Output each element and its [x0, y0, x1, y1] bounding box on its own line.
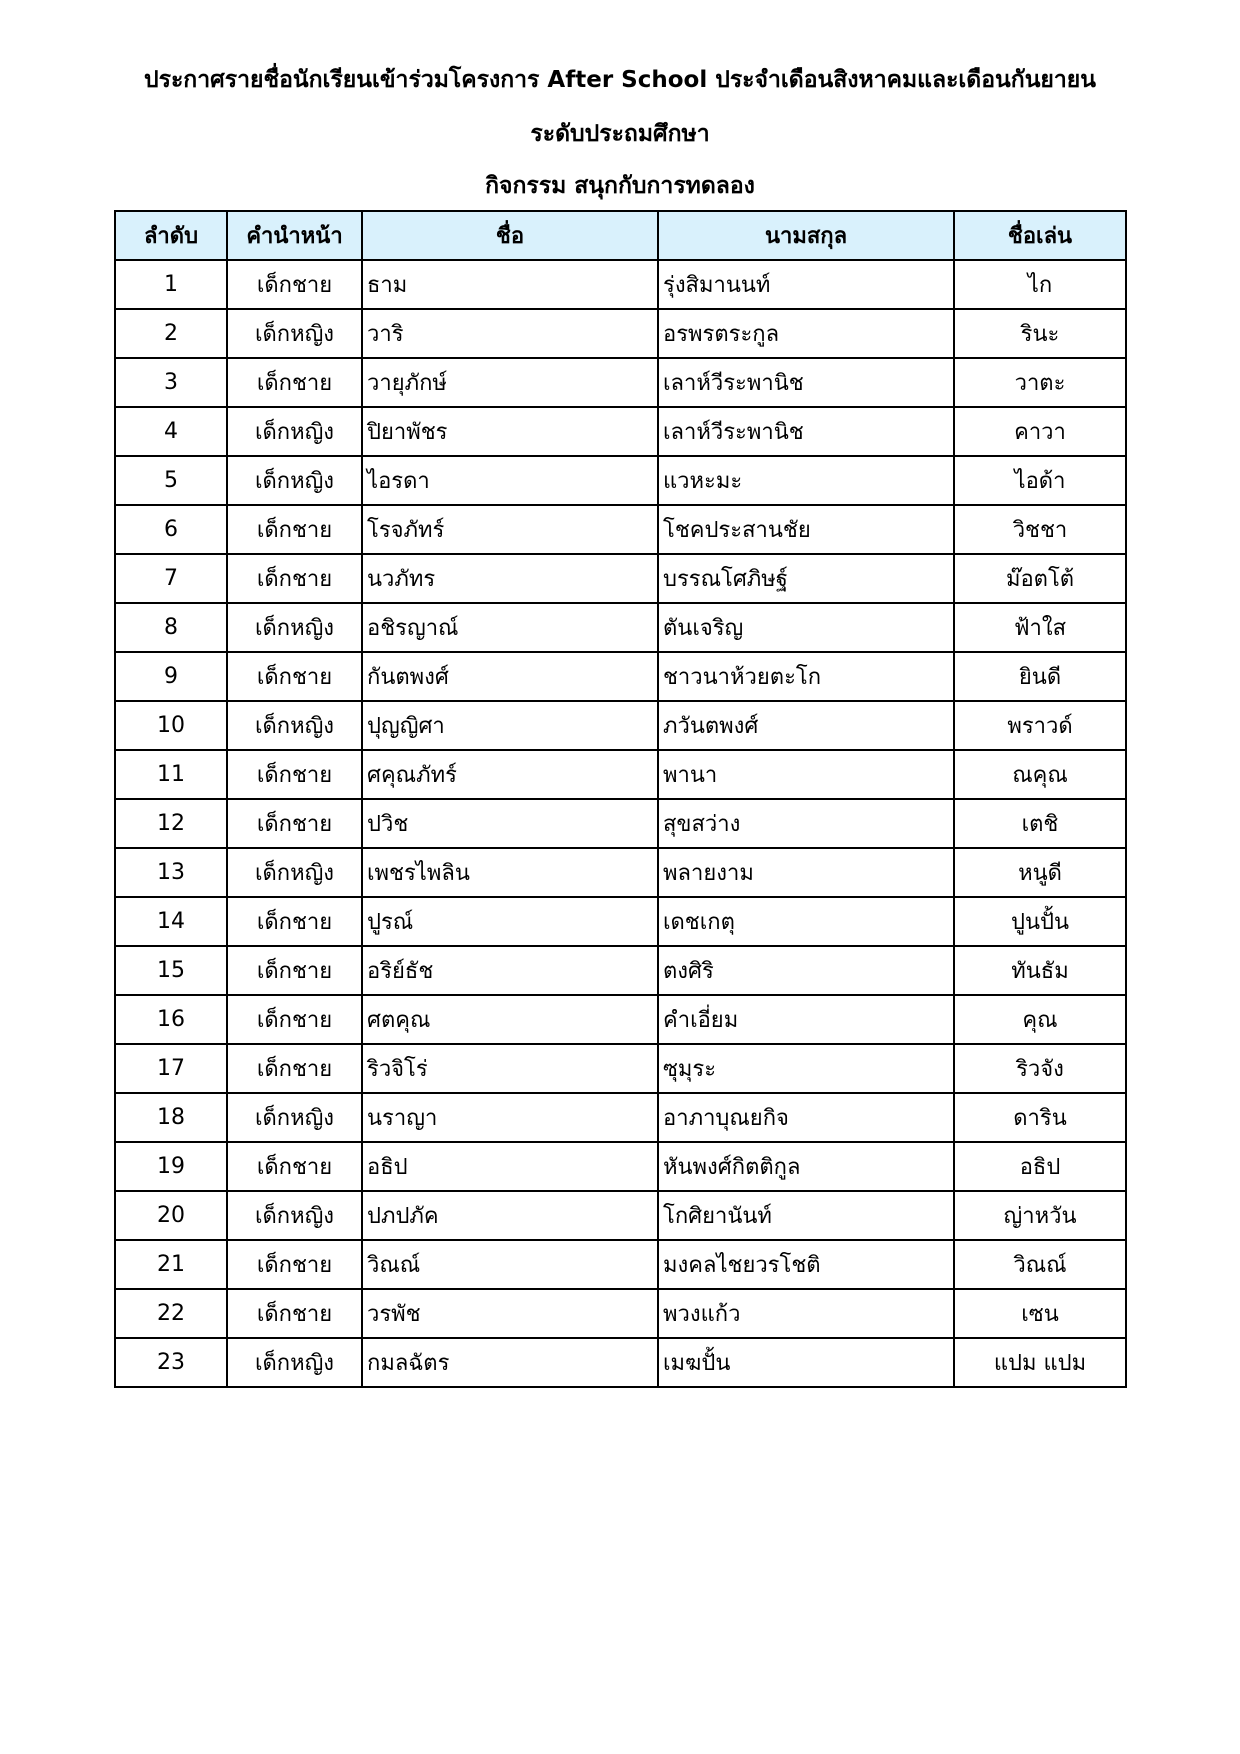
cell-prefix: เด็กชาย [227, 554, 362, 603]
cell-last-name: พวงแก้ว [658, 1289, 954, 1338]
table-row [115, 1191, 1126, 1240]
table-row [115, 1044, 1126, 1093]
cell-last-name: ชาวนาห้วยตะโก [658, 652, 954, 701]
cell-first-name: อชิรญาณ์ [362, 603, 658, 652]
cell-first-name: ไอรดา [362, 456, 658, 505]
table-row [115, 1093, 1126, 1142]
cell-nickname: แปม แปม [954, 1338, 1126, 1387]
cell-no: 17 [115, 1044, 227, 1093]
page-subtitle-activity: กิจกรรม สนุกกับการทดลอง [485, 173, 755, 199]
cell-nickname: ณคุณ [954, 750, 1126, 799]
cell-prefix: เด็กหญิง [227, 701, 362, 750]
cell-nickname: พราวด์ [954, 701, 1126, 750]
cell-no: 23 [115, 1338, 227, 1387]
cell-prefix: เด็กหญิง [227, 309, 362, 358]
cell-last-name: แวหะมะ [658, 456, 954, 505]
cell-prefix: เด็กชาย [227, 1044, 362, 1093]
table-row [115, 1240, 1126, 1289]
table-row [115, 260, 1126, 309]
cell-prefix: เด็กชาย [227, 652, 362, 701]
cell-no: 15 [115, 946, 227, 995]
cell-first-name: อธิป [362, 1142, 658, 1191]
cell-prefix: เด็กหญิง [227, 407, 362, 456]
table-row [115, 652, 1126, 701]
table-row [115, 848, 1126, 897]
cell-no: 14 [115, 897, 227, 946]
table-row [115, 897, 1126, 946]
table-row [115, 750, 1126, 799]
cell-last-name: คำเอี่ยม [658, 995, 954, 1044]
cell-last-name: โกศิยานันท์ [658, 1191, 954, 1240]
cell-first-name: กันตพงศ์ [362, 652, 658, 701]
cell-last-name: รุ่งสิมานนท์ [658, 260, 954, 309]
cell-first-name: ปวิช [362, 799, 658, 848]
cell-no: 11 [115, 750, 227, 799]
cell-nickname: ญ่าหวัน [954, 1191, 1126, 1240]
cell-nickname: ม๊อตโต้ [954, 554, 1126, 603]
cell-nickname: เซน [954, 1289, 1126, 1338]
cell-last-name: อรพรตระกูล [658, 309, 954, 358]
cell-nickname: คาวา [954, 407, 1126, 456]
cell-no: 13 [115, 848, 227, 897]
cell-prefix: เด็กชาย [227, 1289, 362, 1338]
cell-no: 1 [115, 260, 227, 309]
header-nickname: ชื่อเล่น [954, 211, 1126, 260]
cell-first-name: ปูรณ์ [362, 897, 658, 946]
cell-no: 4 [115, 407, 227, 456]
cell-first-name: วิณณ์ [362, 1240, 658, 1289]
cell-last-name: อาภาบุณยกิจ [658, 1093, 954, 1142]
cell-prefix: เด็กชาย [227, 799, 362, 848]
table-row [115, 603, 1126, 652]
table-row [115, 1142, 1126, 1191]
table-row [115, 358, 1126, 407]
cell-last-name: พลายงาม [658, 848, 954, 897]
cell-no: 22 [115, 1289, 227, 1338]
cell-nickname: ปูนปั้น [954, 897, 1126, 946]
cell-nickname: ยินดี [954, 652, 1126, 701]
cell-first-name: ปิยาพัชร [362, 407, 658, 456]
header-prefix: คำนำหน้า [227, 211, 362, 260]
cell-no: 16 [115, 995, 227, 1044]
table-row [115, 1338, 1126, 1387]
cell-no: 5 [115, 456, 227, 505]
cell-no: 3 [115, 358, 227, 407]
table-row [115, 799, 1126, 848]
cell-prefix: เด็กชาย [227, 1142, 362, 1191]
cell-nickname: คุณ [954, 995, 1126, 1044]
cell-nickname: วาตะ [954, 358, 1126, 407]
cell-last-name: พานา [658, 750, 954, 799]
cell-prefix: เด็กชาย [227, 1240, 362, 1289]
cell-first-name: นวภัทร [362, 554, 658, 603]
cell-prefix: เด็กหญิง [227, 456, 362, 505]
cell-last-name: เลาห์วีระพานิช [658, 358, 954, 407]
table-row [115, 309, 1126, 358]
cell-prefix: เด็กชาย [227, 995, 362, 1044]
student-roster-table [114, 210, 1127, 1388]
cell-no: 6 [115, 505, 227, 554]
cell-last-name: โชคประสานชัย [658, 505, 954, 554]
cell-first-name: วายุภักษ์ [362, 358, 658, 407]
cell-no: 7 [115, 554, 227, 603]
cell-prefix: เด็กชาย [227, 897, 362, 946]
cell-no: 19 [115, 1142, 227, 1191]
cell-nickname: รินะ [954, 309, 1126, 358]
cell-first-name: วรพัช [362, 1289, 658, 1338]
cell-first-name: ศคุณภัทร์ [362, 750, 658, 799]
cell-last-name: ตันเจริญ [658, 603, 954, 652]
cell-prefix: เด็กหญิง [227, 603, 362, 652]
cell-no: 9 [115, 652, 227, 701]
header-no: ลำดับ [115, 211, 227, 260]
header-first-name: ชื่อ [362, 211, 658, 260]
cell-nickname: ฟ้าใส [954, 603, 1126, 652]
table-row [115, 505, 1126, 554]
table-row [115, 456, 1126, 505]
cell-prefix: เด็กชาย [227, 505, 362, 554]
cell-first-name: ริวจิโร่ [362, 1044, 658, 1093]
cell-first-name: ปภปภัค [362, 1191, 658, 1240]
cell-prefix: เด็กชาย [227, 750, 362, 799]
header-last-name: นามสกุล [658, 211, 954, 260]
cell-last-name: มงคลไชยวรโชติ [658, 1240, 954, 1289]
cell-prefix: เด็กชาย [227, 358, 362, 407]
table-body [115, 260, 1126, 1387]
cell-no: 20 [115, 1191, 227, 1240]
cell-prefix: เด็กชาย [227, 946, 362, 995]
cell-prefix: เด็กหญิง [227, 1093, 362, 1142]
cell-nickname: วิณณ์ [954, 1240, 1126, 1289]
cell-first-name: โรจภัทร์ [362, 505, 658, 554]
cell-no: 10 [115, 701, 227, 750]
cell-first-name: ธาม [362, 260, 658, 309]
cell-first-name: นราญา [362, 1093, 658, 1142]
cell-first-name: เพชรไพลิน [362, 848, 658, 897]
cell-nickname: ริวจัง [954, 1044, 1126, 1093]
table-row [115, 995, 1126, 1044]
table-row [115, 407, 1126, 456]
cell-last-name: เดชเกตุ [658, 897, 954, 946]
cell-first-name: ศตคุณ [362, 995, 658, 1044]
cell-last-name: สุขสว่าง [658, 799, 954, 848]
cell-nickname: หนูดี [954, 848, 1126, 897]
cell-last-name: เมฆปั้น [658, 1338, 954, 1387]
cell-no: 18 [115, 1093, 227, 1142]
cell-prefix: เด็กหญิง [227, 1191, 362, 1240]
cell-last-name: บรรณโศภิษฐ์ [658, 554, 954, 603]
cell-last-name: หันพงศ์กิตติกูล [658, 1142, 954, 1191]
cell-prefix: เด็กหญิง [227, 848, 362, 897]
table-row [115, 1289, 1126, 1338]
cell-last-name: ซุมุระ [658, 1044, 954, 1093]
page-subtitle-level: ระดับประถมศึกษา [530, 121, 710, 147]
cell-prefix: เด็กชาย [227, 260, 362, 309]
cell-no: 2 [115, 309, 227, 358]
cell-last-name: เลาห์วีระพานิช [658, 407, 954, 456]
cell-last-name: ภวันตพงศ์ [658, 701, 954, 750]
cell-nickname: ทันธัม [954, 946, 1126, 995]
table-row [115, 946, 1126, 995]
cell-nickname: ไอด้า [954, 456, 1126, 505]
cell-no: 12 [115, 799, 227, 848]
cell-nickname: วิชชา [954, 505, 1126, 554]
cell-no: 8 [115, 603, 227, 652]
table-row [115, 701, 1126, 750]
cell-prefix: เด็กหญิง [227, 1338, 362, 1387]
cell-nickname: เตชิ [954, 799, 1126, 848]
cell-no: 21 [115, 1240, 227, 1289]
cell-nickname: ดาริน [954, 1093, 1126, 1142]
cell-nickname: อธิป [954, 1142, 1126, 1191]
cell-nickname: ไก [954, 260, 1126, 309]
cell-first-name: อริย์ธัช [362, 946, 658, 995]
page-title: ประกาศรายชื่อนักเรียนเข้าร่วมโครงการ After School ประจำเดือนสิงหาคมและเดือนกันยายน [143, 67, 1097, 93]
table-header [115, 211, 1126, 260]
cell-first-name: กมลฉัตร [362, 1338, 658, 1387]
cell-first-name: วาริ [362, 309, 658, 358]
cell-first-name: ปุญญิศา [362, 701, 658, 750]
table-row [115, 554, 1126, 603]
cell-last-name: ตงศิริ [658, 946, 954, 995]
table-header-row [115, 211, 1126, 260]
